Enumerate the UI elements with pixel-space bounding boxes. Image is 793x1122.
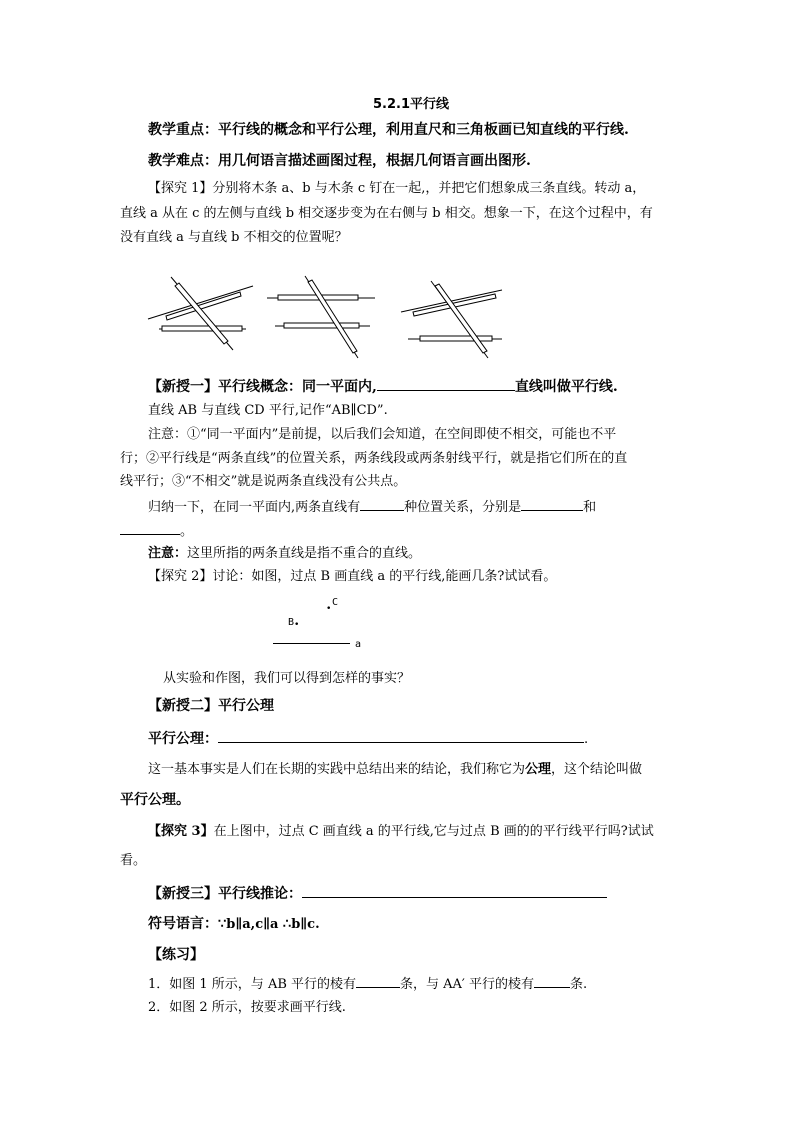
teaching-difficulty xyxy=(148,152,531,170)
page-title: 5.2.1平行线 xyxy=(373,97,450,112)
line-a-label: a xyxy=(355,639,362,650)
corollary-label: 【新授三】平行线推论： xyxy=(148,886,302,902)
new1-concept xyxy=(148,377,618,396)
point-b-figure: B• xyxy=(288,617,300,630)
line-a xyxy=(273,643,350,644)
explore3-line2: 看。 xyxy=(120,853,147,868)
note-line1: 注意：①“同一平面内”是前提，以后我们会知道，在空间即使不相交，可能也不平 xyxy=(148,427,617,442)
axiom-end: . xyxy=(584,732,589,747)
axiom-keyword: 公理 xyxy=(525,762,552,777)
difficulty-label: 教学难点： xyxy=(148,153,218,169)
summary-line2 xyxy=(120,521,193,541)
explore1-label: 【探究 1】 xyxy=(148,181,213,196)
difficulty-text: 用几何语言描述画图过程，根据几何语言画出图形. xyxy=(218,153,531,169)
explore1-line3: 没有直线 a 与直线 b 不相交的位置呢？ xyxy=(120,230,348,245)
explore2-label: 【探究 2】 xyxy=(148,569,213,584)
axiom-line xyxy=(148,729,588,749)
explore1-line2: 直线 a 从在 c 的左侧与直线 b 相交逐步变为在右侧与 b 相交。想象一下，在这个过程中，有 xyxy=(120,206,653,221)
practice-heading: 【练习】 xyxy=(148,947,204,963)
symbol-label: 符号语言： xyxy=(148,916,218,932)
point-c-label: C xyxy=(332,597,339,608)
parallel-notation: 直线 AB 与直线 CD 平行,记作“AB∥CD”. xyxy=(148,403,388,418)
note-line2: 行；②平行线是“两条直线”的位置关系，两条线段或两条射线平行，就是指它们所在的直 xyxy=(120,451,628,466)
note-label: 注意： xyxy=(148,546,188,561)
teaching-focus xyxy=(148,121,629,139)
q1-text-a: 1．如图 1 所示，与 AB 平行的棱有 xyxy=(148,977,357,992)
relation-one-blank[interactable] xyxy=(521,497,583,511)
axiom-para-text-c: ，这个结论叫做 xyxy=(551,762,643,777)
axiom-para-text-a: 这一基本事实是人们在长期的实践中总结出来的结论，我们称它为 xyxy=(148,762,526,777)
focus-text: 平行线的概念和平行公理，利用直尺和三角板画已知直线的平行线. xyxy=(218,122,629,138)
wooden-strips-figure xyxy=(145,268,545,368)
relation-count-blank[interactable] xyxy=(360,497,404,511)
axiom-para-line1 xyxy=(148,761,642,779)
summary-line1 xyxy=(148,497,596,517)
corollary-line xyxy=(148,884,607,904)
symbol-text: ∵b∥a,c∥a ∴b∥c. xyxy=(218,917,320,932)
practice-q1 xyxy=(148,974,587,994)
explore2-question: 从实验和作图，我们可以得到怎样的事实？ xyxy=(163,671,411,686)
q1-text-c: 条. xyxy=(570,977,588,992)
q1-text-b: 条，与 AA′ 平行的棱有 xyxy=(400,977,535,992)
explore2-text: 讨论：如图，过点 B 画直线 a 的平行线,能画几条?试试看。 xyxy=(212,569,557,584)
explore3-label: 【探究 3】 xyxy=(148,824,214,839)
focus-label: 教学重点： xyxy=(148,122,218,138)
axiom-blank[interactable] xyxy=(218,729,584,743)
explore3-text: 在上图中，过点 C 画直线 a 的平行线,它与过点 B 画的的平行线平行吗?试试 xyxy=(213,824,654,839)
q1-blank-2[interactable] xyxy=(534,974,570,988)
summary-text-d: 。 xyxy=(180,524,194,539)
axiom-para-line2: 平行公理。 xyxy=(120,792,190,808)
summary-text-c: 和 xyxy=(583,500,597,515)
explore3-line1 xyxy=(148,823,654,841)
corollary-blank[interactable] xyxy=(302,884,607,898)
explore1-text: 分别将木条 a、b 与木条 c 钉在一起,，并把它们想象成三条直线。转动 a， xyxy=(212,181,646,196)
summary-text-b: 种位置关系，分别是 xyxy=(404,500,522,515)
new2-heading: 【新授二】平行公理 xyxy=(148,698,274,714)
new1-suffix: 直线叫做平行线. xyxy=(514,379,618,395)
symbol-language-line xyxy=(148,915,320,934)
relation-two-blank[interactable] xyxy=(120,521,180,535)
explore2-line xyxy=(148,568,556,586)
concept-blank[interactable] xyxy=(377,377,515,391)
note-line xyxy=(148,545,421,563)
new1-label: 【新授一】平行线概念：同一平面内, xyxy=(148,379,377,395)
q1-blank-1[interactable] xyxy=(356,974,400,988)
axiom-label: 平行公理： xyxy=(148,731,218,747)
note-line3: 线平行；③“不相交”就是说两条直线没有公共点。 xyxy=(120,474,407,489)
summary-text-a: 归纳一下，在同一平面内,两条直线有 xyxy=(148,500,361,515)
practice-q2: 2．如图 2 所示，按要求画平行线. xyxy=(148,1000,346,1015)
point-b-label: B xyxy=(288,617,295,628)
explore1-line1 xyxy=(148,180,645,198)
note-text: 这里所指的两条直线是指不重合的直线。 xyxy=(187,546,422,561)
